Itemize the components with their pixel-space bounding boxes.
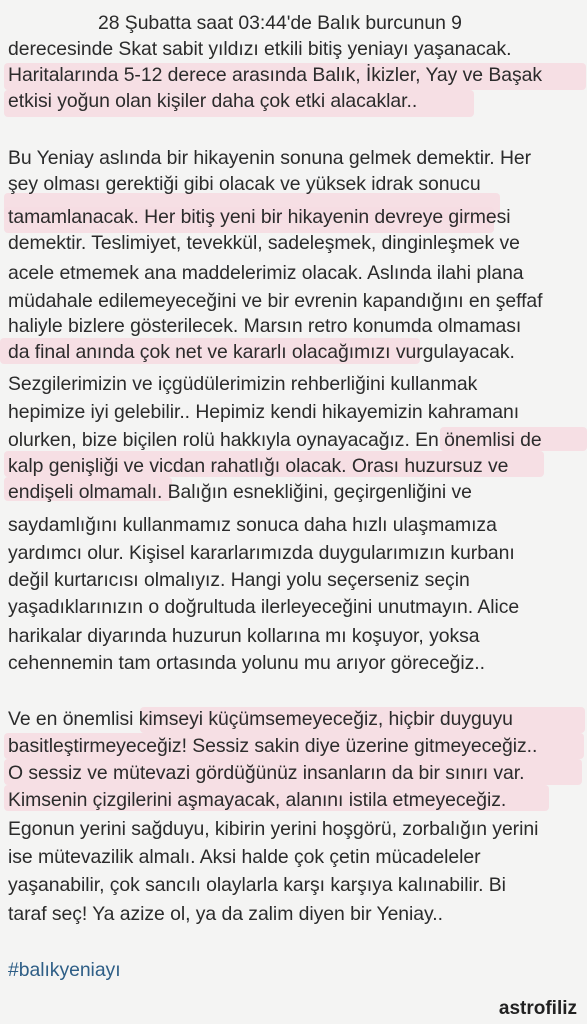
text-line: hepimize iyi gelebilir.. Hepimiz kendi hikayemizin kahramanı [8,401,520,423]
text-line: yaşanabilir, çok sancılı olaylarla karşı karşıya kalınabilir. Bi [8,874,506,896]
text-line: ise mütevazilik almalı. Aksi halde çok çetin mücadeleler [8,846,481,868]
text-line: demektir. Teslimiyet, tevekkül, sadeleşmek, dinginleşmek ve [8,232,520,254]
text-line: kalp genişliği ve vicdan rahatlığı olacak. Orası huzursuz ve [8,455,509,477]
author-signature: astrofiliz [498,998,577,1019]
text-line: Egonun yerini sağduyu, kibirin yerini hoşgörü, zorbalığın yerini [8,818,539,840]
text-line: yardımcı olur. Kişisel kararlarımızda duygularımızın kurbanı [8,542,515,564]
text-line: cehennemin tam ortasında yolunu mu arıyor göreceğiz.. [8,652,485,674]
text-line: endişeli olmamalı. Balığın esnekliğini, geçirgenliğini ve [8,481,472,503]
text-line: taraf seç! Ya azize ol, ya da zalim diyen bir Yeniay.. [8,903,443,925]
text-line: saydamlığını kullanmamız sonuca daha hızlı ulaşmamıza [8,514,497,536]
text-line: değil kurtarıcısı olmalıyız. Hangi yolu seçerseniz seçin [8,569,470,591]
text-line: harikalar diyarında huzurun kollarına mı koşuyor, yoksa [8,625,480,647]
text-line: etkisi yoğun olan kişiler daha çok etki alacaklar.. [8,90,418,112]
text-line: Haritalarında 5-12 derece arasında Balık, İkizler, Yay ve Başak [8,64,542,86]
text-line: müdahale edilemeyeceğini ve bir evrenin kapandığını en şeffaf [8,290,543,312]
text-line: O sessiz ve mütevazi gördüğünüz insanların da bir sınırı var. [8,762,525,784]
text-line: tamamlanacak. Her bitiş yeni bir hikayenin devreye girmesi [8,206,511,228]
text-line: da final anında çok net ve kararlı olacağımızı vurgulayacak. [8,341,515,363]
text-line: derecesinde Skat sabit yıldızı etkili bitiş yeniayı yaşanacak. [8,38,512,60]
text-line: yaşadıklarınızın o doğrultuda ilerleyeceğini unutmayın. Alice [8,596,520,618]
hashtag-link[interactable]: #balıkyeniayı [8,959,121,981]
text-line: Sezgilerimizin ve içgüdülerimizin rehberliğini kullanmak [8,373,478,395]
text-line: 28 Şubatta saat 03:44'de Balık burcunun 9 [98,12,462,34]
text-line: olurken, bize biçilen rolü hakkıyla oynayacağız. En önemlisi de [8,429,542,451]
text-line: basitleştirmeyeceğiz! Sessiz sakin diye üzerine gitmeyeceğiz.. [8,735,538,757]
text-line: Kimsenin çizgilerini aşmayacak, alanını istila etmeyeceğiz. [8,789,507,811]
text-line: Bu Yeniay aslında bir hikayenin sonuna gelmek demektir. Her [8,147,532,169]
text-line: haliyle bizlere gösterilecek. Marsın retro konumda olmaması [8,315,522,337]
text-line: acele etmemek ana maddelerimiz olacak. Aslında ilahi plana [8,262,524,284]
text-line: şey olması gerektiği gibi olacak ve yüksek idrak sonucu [8,173,481,195]
text-line: Ve en önemlisi kimseyi küçümsemeyeceğiz, hiçbir duyguyu [8,708,513,730]
